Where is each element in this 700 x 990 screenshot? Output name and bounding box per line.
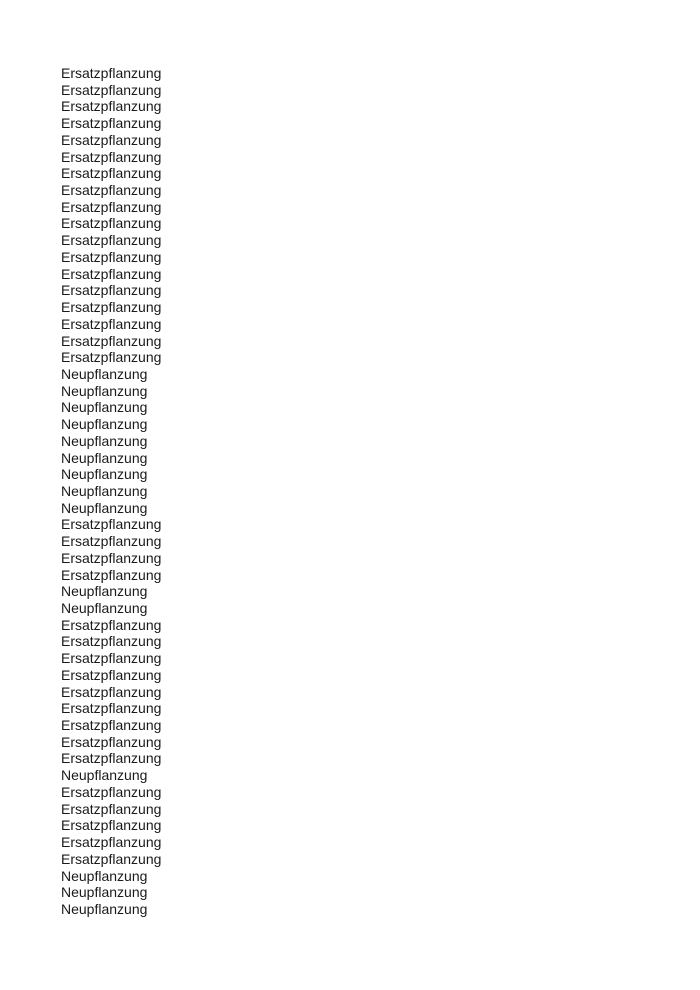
list-item: Ersatzpflanzung <box>61 198 162 215</box>
list-item: Ersatzpflanzung <box>61 717 162 734</box>
list-item: Ersatzpflanzung <box>61 633 162 650</box>
list-item: Ersatzpflanzung <box>61 148 162 165</box>
list-item: Ersatzpflanzung <box>61 115 162 132</box>
list-item: Ersatzpflanzung <box>61 850 162 867</box>
list-item: Ersatzpflanzung <box>61 299 162 316</box>
list-item: Ersatzpflanzung <box>61 332 162 349</box>
list-item: Neupflanzung <box>61 900 148 917</box>
list-item: Ersatzpflanzung <box>61 733 162 750</box>
list-item: Ersatzpflanzung <box>61 750 162 767</box>
list-item: Ersatzpflanzung <box>61 666 162 683</box>
list-item: Ersatzpflanzung <box>61 683 162 700</box>
list-item: Ersatzpflanzung <box>61 282 162 299</box>
list-item: Ersatzpflanzung <box>61 549 162 566</box>
planting-value-list <box>61 65 161 918</box>
list-item: Ersatzpflanzung <box>61 650 162 667</box>
list-item: Neupflanzung <box>61 600 148 616</box>
list-item: Ersatzpflanzung <box>61 349 162 366</box>
list-item: Ersatzpflanzung <box>61 817 162 834</box>
list-item: Neupflanzung <box>61 416 148 433</box>
list-item: Ersatzpflanzung <box>61 533 162 550</box>
list-item: Ersatzpflanzung <box>61 834 162 851</box>
list-item: Ersatzpflanzung <box>61 248 162 265</box>
list-item: Ersatzpflanzung <box>61 182 162 199</box>
list-item: Neupflanzung <box>61 399 148 416</box>
list-item: Neupflanzung <box>61 365 148 382</box>
list-item: Ersatzpflanzung <box>61 215 162 232</box>
list-item: Ersatzpflanzung <box>61 131 162 148</box>
list-item: Neupflanzung <box>61 767 148 784</box>
list-item: Neupflanzung <box>61 867 148 884</box>
list-item: Neupflanzung <box>61 382 148 399</box>
list-item: Ersatzpflanzung <box>61 81 162 98</box>
list-item: Neupflanzung <box>61 884 148 901</box>
list-item: Neupflanzung <box>61 432 148 449</box>
list-item: Ersatzpflanzung <box>61 232 162 249</box>
list-item: Ersatzpflanzung <box>61 516 162 533</box>
list-item: Ersatzpflanzung <box>61 98 162 115</box>
list-item: Ersatzpflanzung <box>61 165 162 182</box>
list-item: Neupflanzung <box>61 449 148 466</box>
list-item: Ersatzpflanzung <box>61 566 162 583</box>
list-item: Ersatzpflanzung <box>61 700 162 717</box>
list-item: Ersatzpflanzung <box>61 265 162 282</box>
list-item: Ersatzpflanzung <box>61 783 162 800</box>
list-item: Ersatzpflanzung <box>61 65 162 81</box>
list-item: Neupflanzung <box>61 499 148 516</box>
list-item: Ersatzpflanzung <box>61 616 162 633</box>
list-item: Neupflanzung <box>61 583 148 600</box>
list-item: Ersatzpflanzung <box>61 315 162 332</box>
list-item: Neupflanzung <box>61 466 148 483</box>
list-item: Neupflanzung <box>61 482 148 499</box>
list-item: Ersatzpflanzung <box>61 800 162 817</box>
